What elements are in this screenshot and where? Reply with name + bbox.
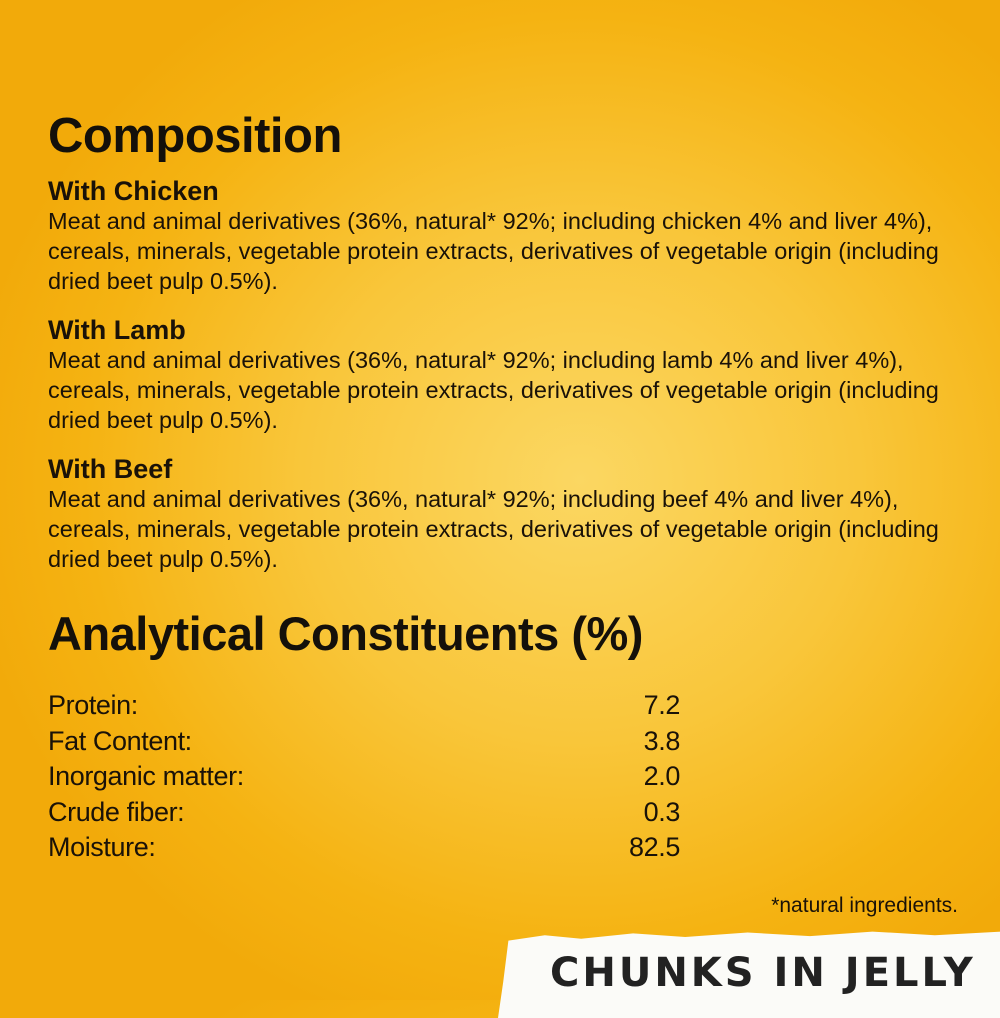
constituent-row xyxy=(48,795,680,831)
variant-title: With Lamb xyxy=(48,315,186,345)
constituent-row xyxy=(48,688,680,724)
constituent-value: 7.2 xyxy=(643,690,680,720)
constituent-row xyxy=(48,830,680,866)
constituent-row xyxy=(48,724,680,760)
analytical-constituents-title: Analytical Constituents (%) xyxy=(48,607,643,660)
variant-text: Meat and animal derivatives (36%, natural* 92%; including lamb 4% and liver 4%), cereals, minerals, vegetable protein extracts, derivatives of vegetable origin (including dried beet pulp 0.5%). xyxy=(48,347,939,433)
constituents-table xyxy=(48,688,680,866)
constituent-row xyxy=(48,759,680,795)
constituent-label: Protein: xyxy=(48,690,138,720)
footnote: *natural ingredients. xyxy=(771,894,958,917)
variant-lamb xyxy=(48,315,948,435)
constituent-label: Moisture: xyxy=(48,832,156,862)
constituent-label: Inorganic matter: xyxy=(48,761,244,791)
variant-text: Meat and animal derivatives (36%, natural* 92%; including beef 4% and liver 4%), cereals, minerals, vegetable protein extracts, derivatives of vegetable origin (including dried beet pulp 0.5%). xyxy=(48,486,939,572)
banner-text: CHUNKS IN JELLY xyxy=(550,950,976,996)
constituent-label: Crude fiber: xyxy=(48,796,185,827)
variant-beef xyxy=(48,454,948,574)
variant-chicken xyxy=(48,176,948,296)
variant-title: With Chicken xyxy=(48,176,219,206)
constituent-label: Fat Content: xyxy=(48,725,192,756)
constituent-value: 82.5 xyxy=(629,832,680,862)
constituent-value: 3.8 xyxy=(643,725,680,756)
constituent-value: 0.3 xyxy=(643,796,680,827)
variant-text: Meat and animal derivatives (36%, natural* 92%; including chicken 4% and liver 4%), cereals, minerals, vegetable protein extracts, derivatives of vegetable origin (including dried beet pulp 0.5%). xyxy=(48,208,939,294)
constituent-value: 2.0 xyxy=(643,761,680,791)
composition-title: Composition xyxy=(48,109,342,163)
variant-title: With Beef xyxy=(48,454,173,484)
